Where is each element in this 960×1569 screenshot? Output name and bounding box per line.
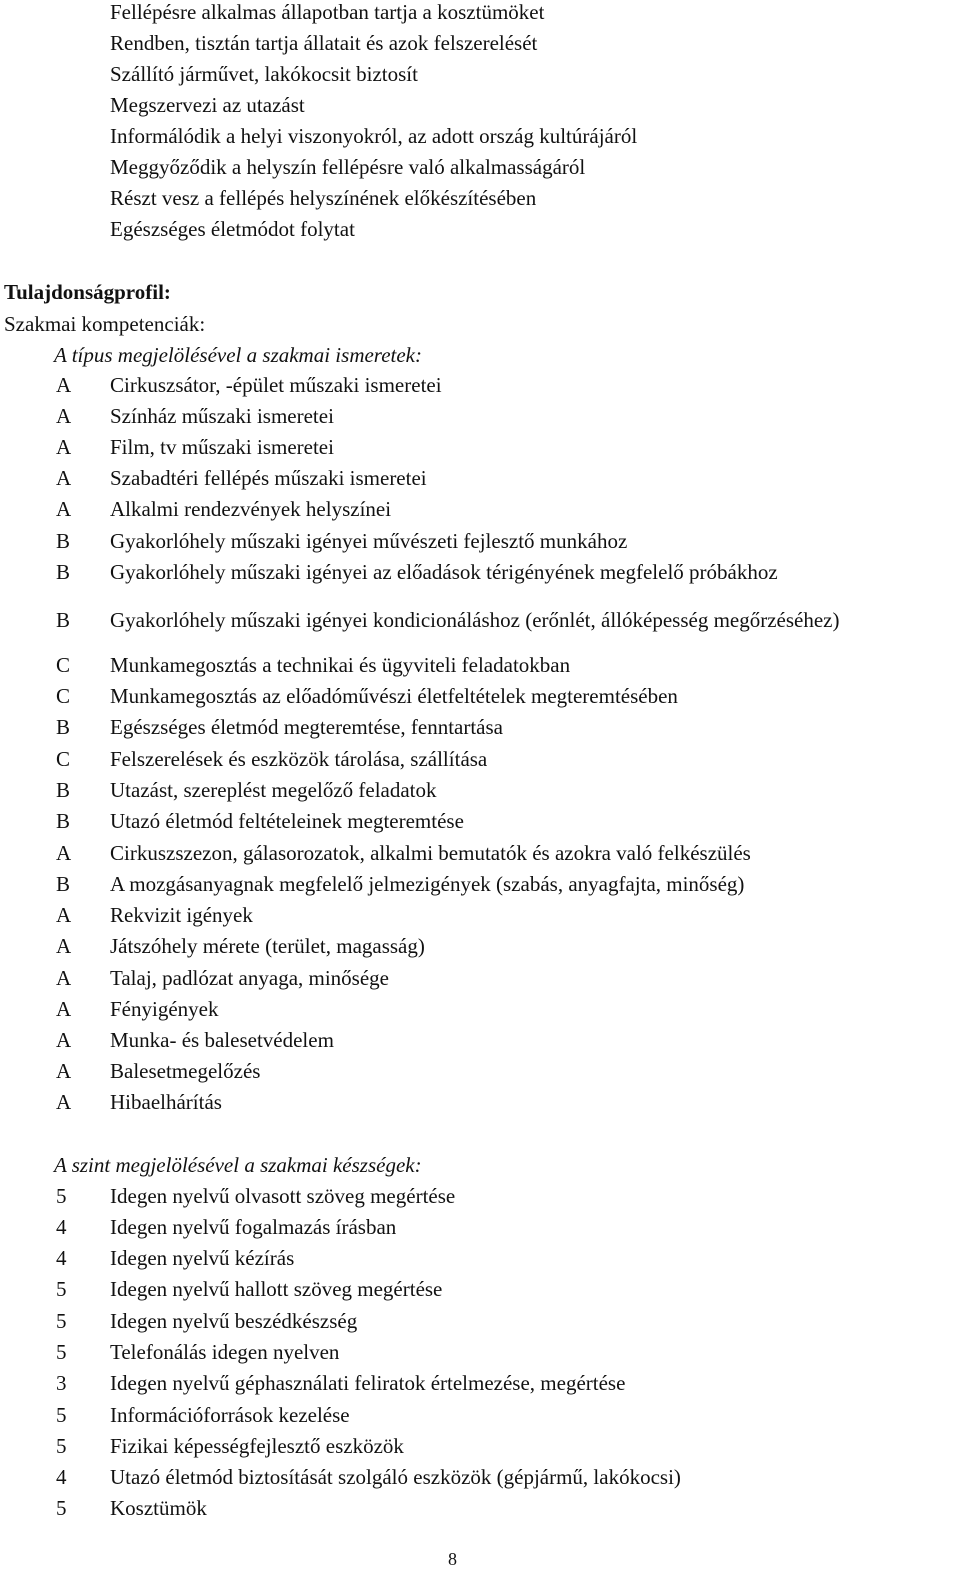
skill-item-code: 5 <box>56 1184 67 1208</box>
knowledge-item-text: Munkamegosztás a technikai és ügyviteli feladatokban <box>110 653 571 677</box>
knowledge-item <box>0 1090 960 1114</box>
intro-line: Szállító járművet, lakókocsit biztosít <box>110 62 418 86</box>
knowledge-section-title: A típus megjelölésével a szakmai ismeretek: <box>54 343 422 367</box>
knowledge-item-text: Balesetmegelőzés <box>110 1059 261 1083</box>
knowledge-item <box>0 529 960 553</box>
knowledge-item <box>0 435 960 459</box>
knowledge-item <box>0 466 960 490</box>
knowledge-item-code: A <box>56 966 72 990</box>
knowledge-item <box>0 653 960 677</box>
skill-item <box>0 1309 960 1333</box>
knowledge-item-text: Gyakorlóhely műszaki igényei művészeti fejlesztő munkához <box>110 529 628 553</box>
skill-item <box>0 1371 960 1395</box>
knowledge-item <box>0 966 960 990</box>
knowledge-item <box>0 809 960 833</box>
knowledge-item-text: Gyakorlóhely műszaki igényei kondicionáláshoz (erőnlét, állóképesség megőrzéséhez) <box>110 608 840 632</box>
knowledge-item <box>0 715 960 739</box>
knowledge-item <box>0 404 960 428</box>
page-number: 8 <box>448 1549 457 1569</box>
skill-item-text: Utazó életmód biztosítását szolgáló eszközök (gépjármű, lakókocsi) <box>110 1465 681 1489</box>
skill-item <box>0 1465 960 1489</box>
knowledge-item-code: A <box>56 1028 72 1052</box>
knowledge-item-code: A <box>56 497 72 521</box>
knowledge-item-text: Hibaelhárítás <box>110 1090 222 1114</box>
knowledge-item-text: Munka- és balesetvédelem <box>110 1028 334 1052</box>
profile-heading: Tulajdonságprofil: <box>4 280 171 304</box>
knowledge-item-text: Alkalmi rendezvények helyszínei <box>110 497 392 521</box>
intro-line: Részt vesz a fellépés helyszínének előkészítésében <box>110 186 537 210</box>
skill-item <box>0 1403 960 1427</box>
skill-item-code: 5 <box>56 1403 67 1427</box>
skill-item-code: 5 <box>56 1277 67 1301</box>
knowledge-item-code: C <box>56 684 71 708</box>
knowledge-item <box>0 778 960 802</box>
knowledge-item-text: Utazó életmód feltételeinek megteremtése <box>110 809 464 833</box>
intro-line: Meggyőződik a helyszín fellépésre való alkalmasságáról <box>110 155 586 179</box>
competencies-subheading: Szakmai kompetenciák: <box>4 312 206 336</box>
knowledge-item <box>0 997 960 1021</box>
knowledge-item-code: A <box>56 997 72 1021</box>
knowledge-item-text: Egészséges életmód megteremtése, fenntartása <box>110 715 503 739</box>
knowledge-item-code: C <box>56 653 71 677</box>
knowledge-item-code: A <box>56 435 72 459</box>
skill-item-code: 5 <box>56 1434 67 1458</box>
knowledge-item-code: A <box>56 841 72 865</box>
knowledge-item <box>0 747 960 771</box>
knowledge-item-text: Színház műszaki ismeretei <box>110 404 334 428</box>
knowledge-item-code: B <box>56 809 71 833</box>
skills-section-title: A szint megjelölésével a szakmai készségek: <box>54 1153 422 1177</box>
intro-line: Rendben, tisztán tartja állatait és azok felszerelését <box>110 31 538 55</box>
knowledge-item-text: Játszóhely mérete (terület, magasság) <box>110 934 425 958</box>
knowledge-item-code: B <box>56 560 71 584</box>
knowledge-item-code: B <box>56 715 71 739</box>
knowledge-item <box>0 841 960 865</box>
knowledge-item-text: Rekvizit igények <box>110 903 253 927</box>
skill-item <box>0 1340 960 1364</box>
intro-line: Informálódik a helyi viszonyokról, az adott ország kultúrájáról <box>110 124 638 148</box>
skill-item-text: Idegen nyelvű beszédkészség <box>110 1309 358 1333</box>
knowledge-item-code: A <box>56 404 72 428</box>
intro-line: Fellépésre alkalmas állapotban tartja a kosztümöket <box>110 0 545 24</box>
knowledge-item-code: A <box>56 1059 72 1083</box>
skill-item-code: 5 <box>56 1496 67 1520</box>
skill-item-text: Fizikai képességfejlesztő eszközök <box>110 1434 404 1458</box>
skill-item <box>0 1496 960 1520</box>
knowledge-item-code: A <box>56 466 72 490</box>
skill-item <box>0 1184 960 1208</box>
skill-item-text: Telefonálás idegen nyelven <box>110 1340 340 1364</box>
skill-item <box>0 1215 960 1239</box>
knowledge-item-text: Gyakorlóhely műszaki igényei az előadások térigényének megfelelő próbákhoz <box>110 560 778 584</box>
skill-item-text: Idegen nyelvű kézírás <box>110 1246 295 1270</box>
knowledge-item-text: Talaj, padlózat anyaga, minősége <box>110 966 389 990</box>
skill-item-code: 5 <box>56 1340 67 1364</box>
skill-item-text: Információforrások kezelése <box>110 1403 350 1427</box>
knowledge-item-code: C <box>56 747 71 771</box>
knowledge-item-text: Film, tv műszaki ismeretei <box>110 435 334 459</box>
skill-item-code: 5 <box>56 1309 67 1333</box>
knowledge-item-code: A <box>56 373 72 397</box>
skill-item-code: 4 <box>56 1465 67 1489</box>
knowledge-item-text: Cirkuszsátor, -épület műszaki ismeretei <box>110 373 442 397</box>
knowledge-item <box>0 934 960 958</box>
knowledge-item-text: A mozgásanyagnak megfelelő jelmezigények (szabás, anyagfajta, minőség) <box>110 872 745 896</box>
knowledge-item <box>0 608 960 632</box>
skill-item <box>0 1246 960 1270</box>
skill-item-code: 3 <box>56 1371 67 1395</box>
skill-item <box>0 1434 960 1458</box>
knowledge-item-text: Utazást, szereplést megelőző feladatok <box>110 778 437 802</box>
skill-item-text: Idegen nyelvű fogalmazás írásban <box>110 1215 397 1239</box>
knowledge-item-text: Szabadtéri fellépés műszaki ismeretei <box>110 466 427 490</box>
knowledge-item-code: B <box>56 778 71 802</box>
skill-item-text: Idegen nyelvű olvasott szöveg megértése <box>110 1184 456 1208</box>
knowledge-item-text: Fényigények <box>110 997 219 1021</box>
knowledge-item-code: B <box>56 529 71 553</box>
knowledge-item-text: Felszerelések és eszközök tárolása, szállítása <box>110 747 488 771</box>
knowledge-item <box>0 1028 960 1052</box>
knowledge-item <box>0 903 960 927</box>
skill-item <box>0 1277 960 1301</box>
knowledge-item-text: Munkamegosztás az előadóművészi életfeltételek megteremtésében <box>110 684 678 708</box>
knowledge-item <box>0 684 960 708</box>
knowledge-item-code: A <box>56 934 72 958</box>
knowledge-item-code: B <box>56 608 71 632</box>
knowledge-item <box>0 373 960 397</box>
skill-item-text: Idegen nyelvű géphasználati feliratok értelmezése, megértése <box>110 1371 626 1395</box>
intro-line: Egészséges életmódot folytat <box>110 217 355 241</box>
knowledge-item-text: Cirkuszszezon, gálasorozatok, alkalmi bemutatók és azokra való felkészülés <box>110 841 751 865</box>
knowledge-item-code: B <box>56 872 71 896</box>
skill-item-code: 4 <box>56 1215 67 1239</box>
knowledge-item <box>0 560 960 584</box>
knowledge-item-code: A <box>56 1090 72 1114</box>
knowledge-item <box>0 1059 960 1083</box>
knowledge-item <box>0 497 960 521</box>
skill-item-text: Idegen nyelvű hallott szöveg megértése <box>110 1277 443 1301</box>
skill-item-text: Kosztümök <box>110 1496 207 1520</box>
knowledge-item-code: A <box>56 903 72 927</box>
intro-line: Megszervezi az utazást <box>110 93 305 117</box>
knowledge-item <box>0 872 960 896</box>
skill-item-code: 4 <box>56 1246 67 1270</box>
